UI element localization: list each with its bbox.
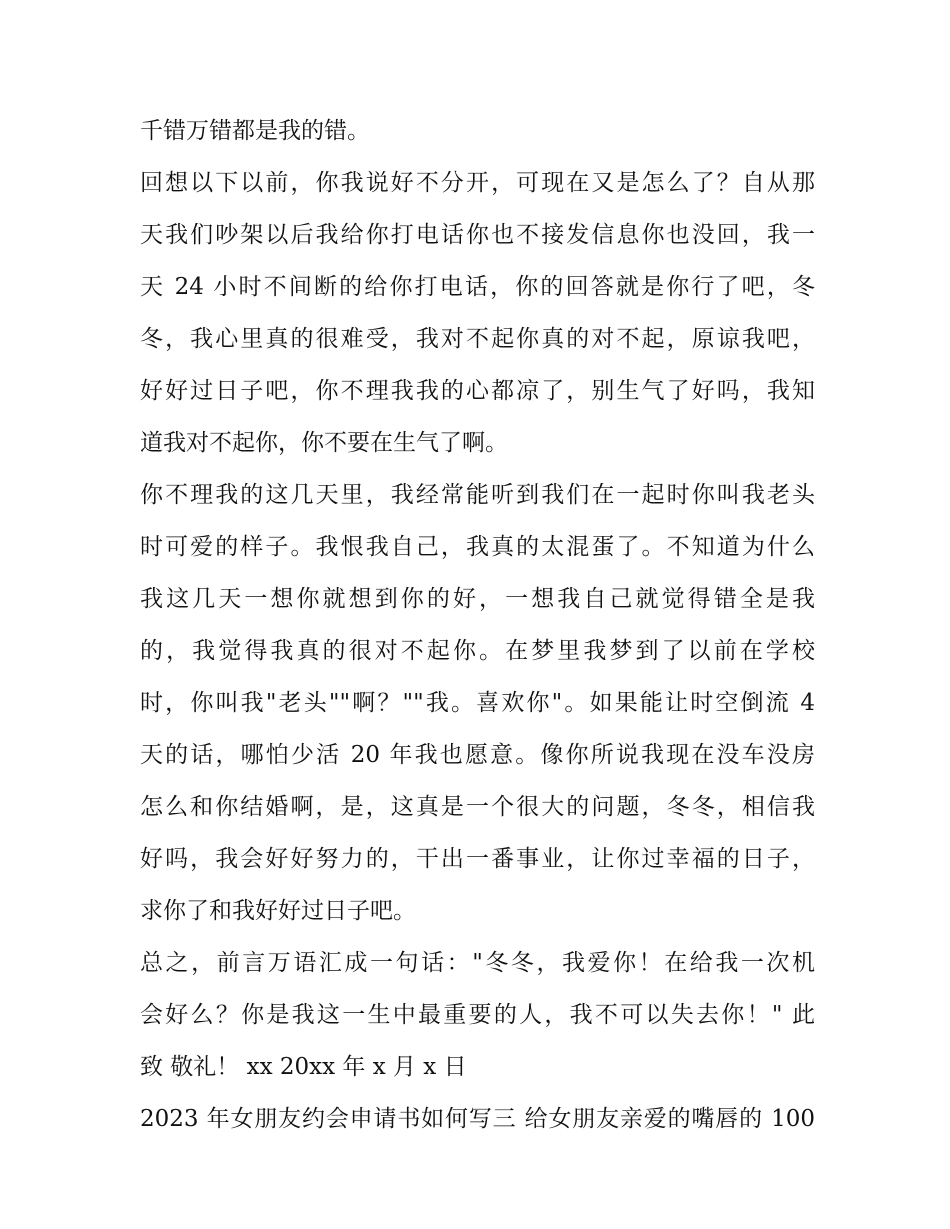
text-line: 怎么和你结婚啊，是，这真是一个很大的问题，冬冬，相信我 bbox=[140, 794, 815, 820]
text-line: 时可爱的样子。我恨我自己，我真的太混蛋了。不知道为什么 bbox=[140, 534, 815, 560]
text-line: 我这几天一想你就想到你的好，一想我自己就觉得错全是我 bbox=[140, 586, 815, 612]
text-line: 总之，前言万语汇成一句话："冬冬，我爱你！在给我一次机 bbox=[140, 950, 815, 976]
text-line: 千错万错都是我的错。 bbox=[140, 118, 370, 144]
text-line: 天 24 小时不间断的给你打电话，你的回答就是你行了吧，冬 bbox=[140, 274, 815, 300]
text-line: 的，我觉得我真的很对不起你。在梦里我梦到了以前在学校 bbox=[140, 638, 815, 664]
text-line: 求你了和我好好过日子吧。 bbox=[140, 898, 416, 924]
text-line: 天我们吵架以后我给你打电话你也不接发信息你也没回，我一 bbox=[140, 222, 815, 248]
text-line: 天的话，哪怕少活 20 年我也愿意。像你所说我现在没车没房 bbox=[140, 742, 815, 768]
text-line: 会好么？你是我这一生中最重要的人，我不可以失去你！" 此 bbox=[140, 1002, 815, 1028]
text-line: 冬，我心里真的很难受，我对不起你真的对不起，原谅我吧， bbox=[140, 326, 815, 352]
text-line: 时，你叫我"老头""啊？""我。喜欢你"。如果能让时空倒流 4 bbox=[140, 690, 815, 716]
text-line: 好吗，我会好好努力的，干出一番事业，让你过幸福的日子， bbox=[140, 846, 815, 872]
text-line: 回想以下以前，你我说好不分开，可现在又是怎么了？自从那 bbox=[140, 170, 815, 196]
text-line: 致 敬礼！ xx 20xx 年 x 月 x 日 bbox=[140, 1054, 467, 1080]
text-line: 你不理我的这几天里，我经常能听到我们在一起时你叫我老头 bbox=[140, 482, 815, 508]
text-line: 道我对不起你，你不要在生气了啊。 bbox=[140, 430, 508, 456]
text-line: 好好过日子吧，你不理我我的心都凉了，别生气了好吗，我知 bbox=[140, 378, 815, 404]
letter-body bbox=[140, 105, 815, 1145]
text-line: 2023 年女朋友约会申请书如何写三 给女朋友亲爱的嘴唇的 100 bbox=[140, 1106, 815, 1132]
